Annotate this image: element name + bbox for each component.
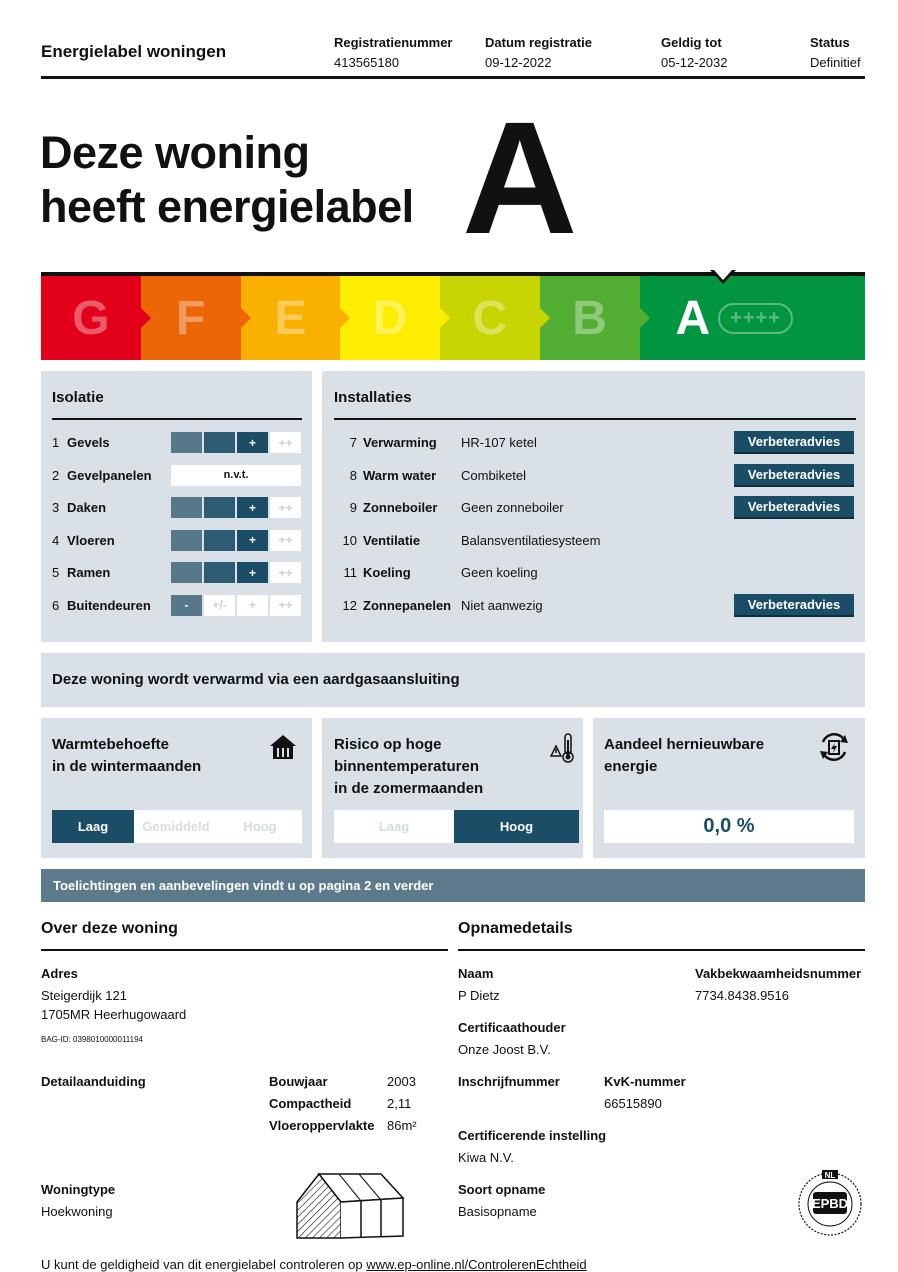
scale-letter-f: F xyxy=(175,291,206,345)
energy-label-letter: A xyxy=(462,88,578,267)
installatie-row-value: Niet aanwezig xyxy=(461,597,543,613)
hernieuwbaar-title xyxy=(604,734,764,778)
adres-line-1: Steigerdijk 121 xyxy=(41,988,127,1003)
installatie-row-name: Ventilatie xyxy=(363,532,421,548)
status xyxy=(810,35,861,70)
hoekwoning-house-icon xyxy=(295,1170,407,1242)
scale-class-a xyxy=(640,276,866,360)
scale-class-e xyxy=(241,276,341,360)
document-title: Energielabel woningen xyxy=(41,42,227,61)
scale-class-g xyxy=(41,276,141,360)
compactheid-value: 2,11 xyxy=(387,1096,412,1111)
kvk-value: 66515890 xyxy=(604,1096,662,1111)
datum-value: 09-12-2022 xyxy=(485,55,552,70)
isolatie-row-name: Gevels xyxy=(67,435,110,450)
naam-value: P Dietz xyxy=(458,988,500,1003)
instelling-label: Certificerende instelling xyxy=(458,1128,607,1143)
geldig-label: Geldig tot xyxy=(661,35,722,50)
scale-letter-e: E xyxy=(274,291,307,345)
isolatie-rating xyxy=(171,562,301,583)
installatie-row-label xyxy=(334,533,420,548)
warmtebehoefte-title xyxy=(52,734,201,778)
hernieuwbaar-panel xyxy=(593,718,865,858)
rating-cell xyxy=(171,562,202,583)
rating-cell xyxy=(204,432,235,453)
scale-letter-c: C xyxy=(472,291,508,345)
epbd-logo-icon xyxy=(795,1168,865,1238)
risico-title xyxy=(334,734,483,800)
scale-arrow-icon xyxy=(440,308,450,328)
installaties-rule xyxy=(334,418,856,420)
rating-cell: - xyxy=(171,595,202,616)
scale-class-f xyxy=(141,276,241,360)
installatie-row-label xyxy=(334,435,437,450)
hernieuwbaar-title-1: Aandeel hernieuwbare xyxy=(604,736,765,753)
isolatie-row-name: Buitendeuren xyxy=(67,597,151,613)
adres-line-2: 1705MR Heerhugowaard xyxy=(41,1007,187,1022)
installatie-row-value: Combiketel xyxy=(461,467,527,483)
gas-text: Deze woning wordt verwarmd via een aardgasaansluiting xyxy=(52,671,460,688)
isolatie-title: Isolatie xyxy=(52,389,104,406)
epbd-nl-text: NL xyxy=(824,1171,836,1180)
warmtebehoefte-title-1: Warmtebehoefte xyxy=(52,736,169,753)
woning-section-title: Over deze woning xyxy=(41,920,178,937)
rating-cell: + xyxy=(237,530,268,551)
rating-nvt: n.v.t. xyxy=(171,465,301,486)
rating-cell: + xyxy=(237,432,268,453)
installatie-row-label xyxy=(334,565,411,580)
opname-rule xyxy=(458,949,865,951)
rating-cell xyxy=(171,432,202,453)
rating-cell: ++ xyxy=(270,432,301,453)
soort-opname-label: Soort opname xyxy=(458,1182,546,1197)
rating-cell xyxy=(204,562,235,583)
renewable-energy-icon xyxy=(817,730,851,764)
geldig-tot xyxy=(661,35,728,70)
verbeteradvies-button[interactable]: Verbeteradvies xyxy=(734,594,854,617)
scale-letter-a: A xyxy=(675,291,711,345)
registratienummer xyxy=(334,35,452,70)
rating-cell: ++ xyxy=(270,497,301,518)
footer-text: U kunt de geldigheid van dit energielabel controleren op xyxy=(41,1257,367,1272)
isolatie-row-label xyxy=(52,500,106,515)
installaties-panel xyxy=(322,371,865,642)
inschrijfnummer-label: Inschrijfnummer xyxy=(458,1074,560,1089)
installatie-row-number: 12 xyxy=(342,597,357,613)
woningtype-label: Woningtype xyxy=(41,1182,116,1197)
scale-arrow-icon xyxy=(241,308,251,328)
isolatie-rule xyxy=(52,418,302,420)
rating-cell: ++ xyxy=(270,595,301,616)
isolatie-row-name: Gevelpanelen xyxy=(67,467,152,483)
scale-letter-g: G xyxy=(72,291,110,345)
installatie-row-number: 11 xyxy=(343,565,357,580)
scale-plus-pill: ++++ xyxy=(718,303,793,334)
warmte-option-hoog: Hoog xyxy=(218,810,302,843)
installatie-row-name: Zonnepanelen xyxy=(363,597,452,613)
isolatie-row-label xyxy=(52,468,152,483)
isolatie-rating xyxy=(171,595,301,616)
certificaathouder-label: Certificaathouder xyxy=(458,1020,566,1035)
epbd-logo-text: EPBD xyxy=(811,1196,849,1211)
warmte-options xyxy=(52,810,302,843)
footer-link[interactable]: www.ep-online.nl/ControlerenEchtheid xyxy=(366,1257,587,1272)
isolatie-rating xyxy=(171,497,301,518)
thermometer-warning-icon xyxy=(550,732,576,764)
footer xyxy=(41,1257,587,1272)
toelichting-banner: Toelichtingen en aanbevelingen vindt u op pagina 2 en verder xyxy=(41,869,865,902)
datum-registratie xyxy=(485,35,592,70)
installatie-row-name: Warm water xyxy=(363,467,437,483)
scale-arrow-icon xyxy=(340,308,350,328)
rating-cell: ++ xyxy=(270,530,301,551)
certificaathouder-value: Onze Joost B.V. xyxy=(458,1042,551,1057)
installatie-row-number: 8 xyxy=(349,467,357,483)
detail-label: Detailaanduiding xyxy=(41,1074,146,1089)
house-icon xyxy=(269,734,297,760)
headline-line-2: heeft energielabel xyxy=(40,181,414,232)
isolatie-panel xyxy=(41,371,312,642)
vakbekwaamheid-value: 7734.8438.9516 xyxy=(695,988,789,1003)
woning-rule xyxy=(41,949,448,951)
installatie-row-value: Balansventilatiesysteem xyxy=(461,532,601,548)
installatie-row-value: Geen zonneboiler xyxy=(461,500,564,515)
headline xyxy=(40,126,414,234)
rating-cell xyxy=(171,530,202,551)
scale-pointer-inner xyxy=(714,270,732,280)
opname-section-title: Opnamedetails xyxy=(458,920,573,937)
installatie-row-value: HR-107 ketel xyxy=(461,435,537,450)
rating-cell xyxy=(204,530,235,551)
hernieuwbaar-value: 0,0 % xyxy=(604,810,854,843)
warmtebehoefte-panel xyxy=(41,718,312,858)
installatie-row-label xyxy=(334,500,437,515)
warmte-option-laag: Laag xyxy=(52,810,134,843)
hernieuwbaar-title-2: energie xyxy=(604,758,658,775)
isolatie-rating xyxy=(171,432,301,453)
risico-title-3: in de zomermaanden xyxy=(334,780,484,797)
isolatie-row-number: 3 xyxy=(52,500,60,515)
isolatie-row-number: 6 xyxy=(52,597,60,613)
installatie-row-value: Geen koeling xyxy=(461,565,538,580)
adres-label: Adres xyxy=(41,966,78,981)
rating-cell: + xyxy=(237,562,268,583)
installatie-row-number: 7 xyxy=(349,435,357,450)
status-label: Status xyxy=(810,35,850,50)
compactheid-label: Compactheid xyxy=(269,1096,352,1111)
installatie-row-label xyxy=(334,598,451,613)
isolatie-row-number: 1 xyxy=(52,435,60,450)
isolatie-row-name: Vloeren xyxy=(67,532,115,548)
gas-panel xyxy=(41,653,865,707)
warmte-option-gemiddeld: Gemiddeld xyxy=(134,810,218,843)
isolatie-row-label xyxy=(52,598,151,613)
installatie-row-name: Verwarming xyxy=(363,435,437,450)
installatie-row-number: 9 xyxy=(349,500,357,515)
isolatie-row-label xyxy=(52,435,110,450)
naam-label: Naam xyxy=(458,966,494,981)
risico-options xyxy=(334,810,579,843)
risico-panel xyxy=(322,718,583,858)
installatie-row-name: Zonneboiler xyxy=(363,500,438,515)
rating-cell xyxy=(204,497,235,518)
datum-label: Datum registratie xyxy=(485,35,592,50)
installatie-row-label xyxy=(334,468,436,483)
header-divider xyxy=(41,76,865,79)
energy-scale xyxy=(41,276,865,360)
rating-cell: +/- xyxy=(204,595,235,616)
risico-option-hoog: Hoog xyxy=(454,810,579,843)
scale-class-d xyxy=(340,276,440,360)
kvk-label: KvK-nummer xyxy=(604,1074,686,1089)
vakbekwaamheid-label: Vakbekwaamheidsnummer xyxy=(695,966,862,981)
rating-cell: + xyxy=(237,497,268,518)
warmtebehoefte-title-2: in de wintermaanden xyxy=(52,758,202,775)
instelling-value: Kiwa N.V. xyxy=(458,1150,514,1165)
bouwjaar-label: Bouwjaar xyxy=(269,1074,328,1089)
verbeteradvies-button[interactable]: Verbeteradvies xyxy=(734,431,854,454)
risico-title-1: Risico op hoge xyxy=(334,736,442,753)
verbeteradvies-button[interactable]: Verbeteradvies xyxy=(734,496,854,519)
scale-letter-b: B xyxy=(572,291,607,345)
isolatie-row-number: 4 xyxy=(52,532,60,548)
vloeroppervlakte-value: 86m² xyxy=(387,1118,417,1133)
isolatie-row-number: 2 xyxy=(52,467,60,483)
bag-id: BAG-ID: 0398010000011194 xyxy=(41,1035,144,1044)
registratienummer-label: Registratienummer xyxy=(334,35,453,50)
status-value: Definitief xyxy=(810,55,861,70)
woningtype-value: Hoekwoning xyxy=(41,1204,113,1219)
installatie-row-number: 10 xyxy=(342,532,357,548)
scale-arrow-icon xyxy=(540,308,550,328)
registratienummer-value: 413565180 xyxy=(334,55,400,70)
scale-arrow-icon xyxy=(141,308,151,328)
isolatie-rating xyxy=(171,530,301,551)
isolatie-rating xyxy=(171,465,301,486)
bouwjaar-value: 2003 xyxy=(387,1074,416,1089)
isolatie-row-name: Ramen xyxy=(67,565,111,580)
vloeroppervlakte-label: Vloeroppervlakte xyxy=(269,1118,375,1133)
isolatie-row-name: Daken xyxy=(67,500,107,515)
verbeteradvies-button[interactable]: Verbeteradvies xyxy=(734,464,854,487)
scale-letter-d: D xyxy=(372,291,408,345)
risico-title-2: binnentemperaturen xyxy=(334,758,480,775)
isolatie-row-number: 5 xyxy=(52,565,60,580)
rating-cell: + xyxy=(237,595,268,616)
rating-cell: ++ xyxy=(270,562,301,583)
isolatie-row-label xyxy=(52,565,110,580)
soort-opname-value: Basisopname xyxy=(458,1204,537,1219)
headline-line-1: Deze woning xyxy=(40,127,310,178)
rating-cell xyxy=(171,497,202,518)
scale-arrow-icon xyxy=(640,308,650,328)
installaties-title: Installaties xyxy=(334,389,412,406)
installatie-row-name: Koeling xyxy=(363,565,411,580)
isolatie-row-label xyxy=(52,533,115,548)
risico-option-laag: Laag xyxy=(334,810,454,843)
scale-class-c xyxy=(440,276,540,360)
geldig-value: 05-12-2032 xyxy=(661,55,728,70)
scale-class-b xyxy=(540,276,640,360)
